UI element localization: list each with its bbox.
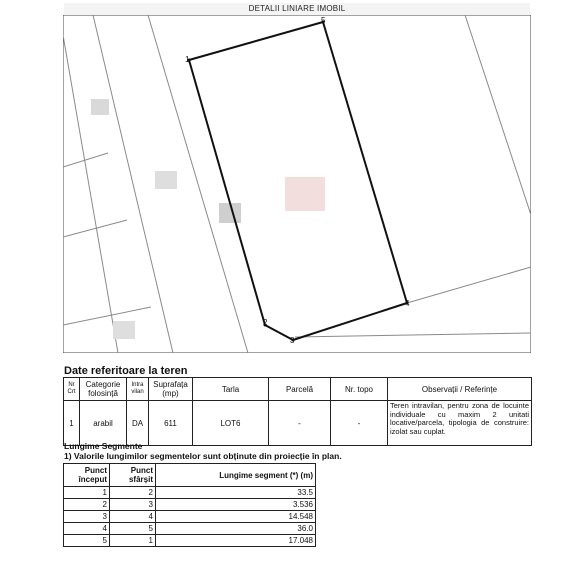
col-nr: Nr Crt [64, 378, 80, 401]
table-row [64, 523, 316, 535]
vertex-label: 3 [290, 336, 295, 345]
segments-note: 1) Valorile lungimilor segmentelor sunt obținute din proiecție în plan. [64, 451, 342, 461]
segments-title: Lungime Segmente [64, 441, 143, 451]
cell-length: 14.548 [156, 511, 316, 523]
col-observatii: Observații / Referințe [388, 378, 532, 401]
cell-start: 5 [64, 535, 110, 547]
vertex-label: 5 [321, 16, 326, 25]
col-length: Lungime segment (*) (m) [156, 464, 316, 487]
col-nr-topo: Nr. topo [331, 378, 388, 401]
col-start: Punct început [64, 464, 110, 487]
vertex-label: 1 [185, 55, 190, 64]
cell-nr-topo: - [331, 401, 388, 446]
cell-categorie: arabil [80, 401, 127, 446]
cell-start: 3 [64, 511, 110, 523]
cell-length: 17.048 [156, 535, 316, 547]
cell-start: 4 [64, 523, 110, 535]
cell-parcela: - [269, 401, 331, 446]
col-tarla: Tarla [193, 378, 269, 401]
cell-tarla: LOT6 [193, 401, 269, 446]
table-row [64, 401, 532, 446]
cell-end: 3 [110, 499, 156, 511]
segments-header-row [64, 464, 316, 487]
terrain-header-row [64, 378, 532, 401]
cell-length: 33.5 [156, 487, 316, 499]
parcel-map [63, 15, 531, 353]
terrain-table [63, 377, 532, 446]
table-row [64, 535, 316, 547]
cell-observatii: Teren intravilan, pentru zona de locuinte individuale cu maxim 2 unitati locative/parcela, tipologia de construire: izolat sau cuplat. [388, 401, 532, 446]
cell-intravilan: DA [127, 401, 149, 446]
vertex-label: 4 [405, 299, 410, 308]
col-categorie: Categorie folosință [80, 378, 127, 401]
col-parcela: Parcelă [269, 378, 331, 401]
col-intravilan: Intra vilan [127, 378, 149, 401]
document-title: DETALII LINIARE IMOBIL [248, 4, 346, 13]
cell-end: 4 [110, 511, 156, 523]
col-suprafata: Suprafața (mp) [149, 378, 193, 401]
cell-suprafata: 611 [149, 401, 193, 446]
cell-end: 1 [110, 535, 156, 547]
table-row [64, 511, 316, 523]
segments-table [63, 463, 316, 547]
cell-nr: 1 [64, 401, 80, 446]
parcel-map-svg [63, 15, 531, 353]
table-row [64, 499, 316, 511]
cell-length: 36.0 [156, 523, 316, 535]
cell-end: 2 [110, 487, 156, 499]
terrain-section-title: Date referitoare la teren [64, 365, 188, 377]
cell-start: 2 [64, 499, 110, 511]
vertex-label: 2 [263, 318, 268, 327]
cell-start: 1 [64, 487, 110, 499]
cell-length: 3.536 [156, 499, 316, 511]
cell-end: 5 [110, 523, 156, 535]
table-row [64, 487, 316, 499]
col-end: Punct sfârșit [110, 464, 156, 487]
